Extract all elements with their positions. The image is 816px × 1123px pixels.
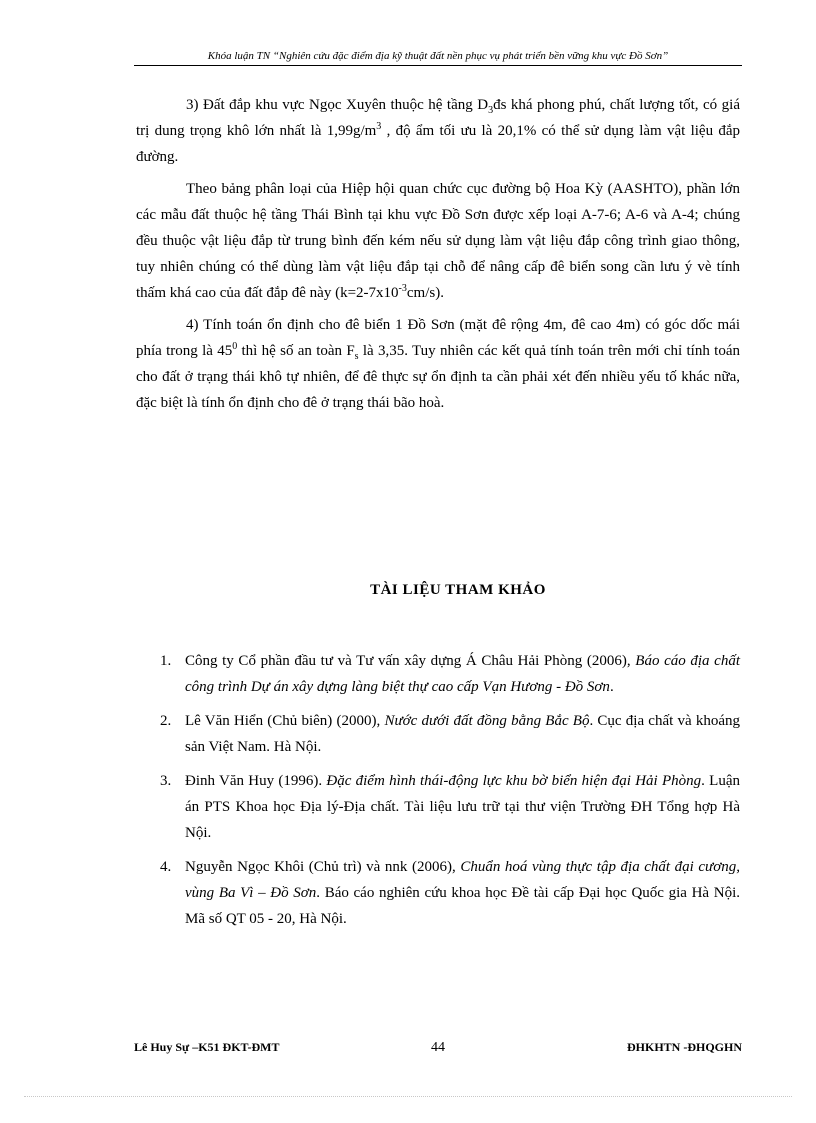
page-number: 44 (431, 1040, 445, 1055)
footer-institution: ĐHKHTN -ĐHQGHN (626, 1040, 742, 1054)
footer-author: Lê Huy Sự –K51 ĐKT-ĐMT (134, 1040, 280, 1054)
paragraph-conclusion-4: 4) Tính toán ổn định cho đê biển 1 Đồ Sơn (mặt đê rộng 4m, đê cao 4m) có góc dốc mái phía trong là $45^0$ thì hệ số an toàn $F_s$ là 3,35. Tuy nhiên các kết quả tính toán trên mới chỉ tính toán cho đất ở trạng thái khô tự nhiên, để đê thực sự ổn định ta cần phải xét đến nhiều yếu tố khác nữa, đặc biệt là tính ổn định cho đê ở trạng thái bão hoà. (136, 317, 740, 411)
running-header: Khóa luận TN “Nghiên cứu đặc điểm địa kỹ thuật đất nền phục vụ phát triển bền vững khu vực Đồ Sơn” (134, 50, 742, 66)
reference-item: 4. Nguyễn Ngọc Khôi (Chủ trì) và nnk (2006), Chuẩn hoá vùng thực tập địa chất đại cương, vùng Ba Vì – Đồ Sơn. Báo cáo nghiên cứu khoa học Đề tài cấp Đại học Quốc gia Hà Nội. Mã số QT 05 - 20, Hà Nội. (160, 859, 740, 927)
reference-item: 3. Đinh Văn Huy (1996). Đặc điểm hình thái-động lực khu bờ biển hiện đại Hải Phòng. Luận án PTS Khoa học Địa lý-Địa chất. Tài liệu lưu trữ tại thư viện Trường ĐH Tổng hợp Hà Nội. (160, 773, 740, 841)
page-footer (134, 1040, 742, 1060)
reference-item: 2. Lê Văn Hiển (Chủ biên) (2000), Nước dưới đất đồng bằng Bắc Bộ. Cục địa chất và khoáng sản Việt Nam. Hà Nội. (160, 713, 740, 755)
reference-item: 1. Công ty Cổ phần đầu tư và Tư vấn xây dựng Á Châu Hải Phòng (2006), Báo cáo địa chất công trình Dự án xây dựng làng biệt thự cao cấp Vạn Hương - Đồ Sơn. (160, 653, 740, 695)
paragraph-aashto: Theo bảng phân loại của Hiệp hội quan chức cục đường bộ Hoa Kỳ (AASHTO), phần lớn các mẫu đất thuộc hệ tầng Thái Bình tại khu vực Đồ Sơn được xếp loại A-7-6; A-6 và A-4; chúng đều thuộc vật liệu đắp từ trung bình đến kém nếu sử dụng làm vật liệu đắp công trình giao thông, tuy nhiên chúng có thể dùng làm vật liệu đắp tại chỗ để nâng cấp đê biển song cần lưu ý vè tính thấm khá cao của đất đắp đê này $(k=2-7x10^{-3}cm/s)$. (136, 181, 740, 301)
references-list (160, 648, 740, 940)
body-text (136, 92, 740, 422)
paragraph-conclusion-3: 3) Đất đắp khu vực Ngọc Xuyên thuộc hệ tầng $D_3đs$ khá phong phú, chất lượng tốt, có giá trị dung trọng khô lớn nhất là $1,99g/m^3$ , độ ẩm tối ưu là 20,1% có thể sử dụng làm vật liệu đắp đường. (136, 97, 741, 165)
references-heading: TÀI LIỆU THAM KHẢO (370, 582, 546, 598)
page-edge-divider (24, 1096, 792, 1097)
